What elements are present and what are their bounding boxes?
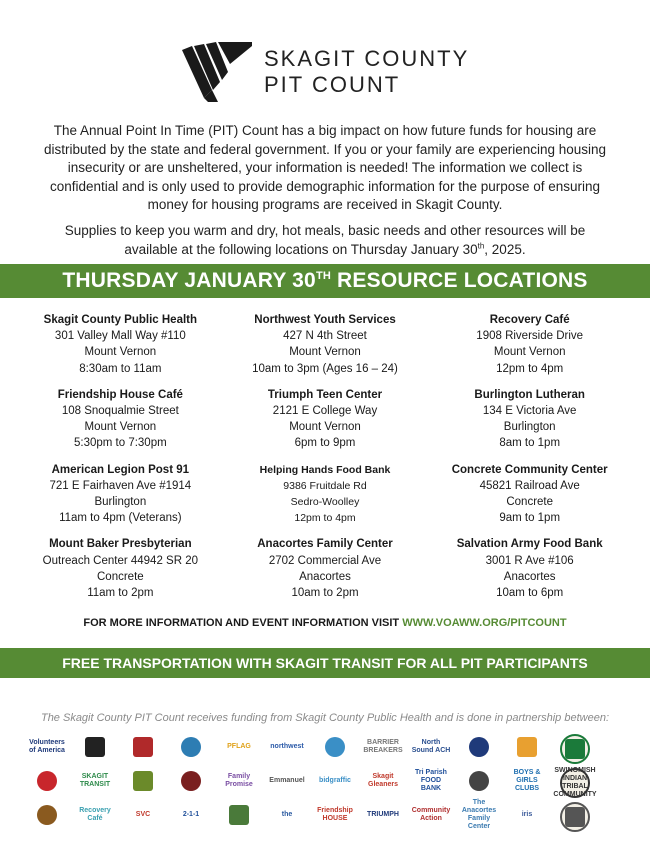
locations-column-1 (18, 312, 223, 611)
partner-logo: PFLAG (227, 743, 251, 750)
location-entry (223, 462, 428, 527)
location-name: Concrete Community Center (451, 463, 608, 476)
partner-logo: Community Action (411, 807, 451, 822)
location-detail: Mount Vernon (84, 421, 157, 434)
partner-logo-mark (133, 771, 153, 791)
partner-logo-mark (133, 737, 153, 757)
partner-logo (170, 768, 212, 794)
partner-logos (26, 734, 630, 834)
more-info-line (0, 617, 650, 629)
partner-logo (458, 768, 500, 794)
partner-logo: SWINOMISH INDIAN TRIBAL COMMUNITY (553, 767, 597, 798)
location-detail: Mount Vernon (84, 346, 157, 359)
location-name: Northwest Youth Services (254, 314, 396, 326)
supplies-paragraph (40, 222, 610, 259)
partner-logo: the (281, 811, 293, 818)
partner-logo: North Sound ACH (411, 739, 451, 754)
more-info-text: FOR MORE INFORMATION AND EVENT INFORMATION VISIT (83, 617, 403, 629)
location-entry (427, 387, 632, 452)
partner-logo: 2-1-1 (182, 811, 200, 818)
location-name: Anacortes Family Center (257, 538, 393, 551)
partner-logo (560, 734, 590, 764)
partner-logo-mark (181, 737, 201, 757)
partner-logo-mark (181, 771, 201, 791)
location-detail: 45821 Railroad Ave (479, 479, 580, 492)
location-entry (427, 312, 632, 377)
location-detail: 427 N 4th Street (283, 330, 367, 343)
partner-logo: SVC (135, 811, 151, 818)
location-entry (18, 536, 223, 601)
partner-logo: Tri Parish FOOD BANK (415, 769, 447, 792)
location-detail: 721 E Fairhaven Ave #1914 (49, 479, 192, 492)
location-name: Helping Hands Food Bank (259, 463, 391, 476)
location-name: Triumph Teen Center (267, 388, 383, 401)
partner-logo: Emmanuel (269, 777, 305, 784)
partner-logo: TRIUMPH (367, 811, 399, 818)
location-detail: 1908 Riverside Drive (476, 330, 584, 343)
partner-logo-mark (565, 739, 585, 759)
partner-logo-mark (229, 805, 249, 825)
location-detail: Concrete (506, 496, 554, 509)
skagit-stripes-logo-icon (182, 42, 252, 102)
partner-logo: northwest (270, 743, 304, 750)
location-detail: 9am to 1pm (499, 512, 561, 525)
location-entry (223, 536, 428, 601)
partner-logo: BARRIER BREAKERS (363, 739, 403, 754)
location-detail: 11am to 4pm (Veterans) (59, 512, 182, 525)
partner-logo (122, 734, 164, 760)
location-name: Recovery Café (489, 314, 570, 326)
location-detail: 10am to 3pm (Ages 16 – 24) (252, 362, 398, 375)
partner-logo: SKAGIT TRANSIT (79, 773, 111, 788)
partner-logo-mark (565, 807, 585, 827)
location-detail: 2121 E College Way (272, 405, 378, 418)
funding-statement: The Skagit County PIT Count receives funding from Skagit County Public Health and is done in partnership between: (40, 712, 610, 724)
partner-logo: BOYS & GIRLS CLUBS (513, 769, 541, 792)
partner-logo: Family Promise (225, 773, 253, 788)
banner-text-end: RESOURCE LOCATIONS (331, 269, 588, 292)
partner-logo (74, 734, 116, 760)
partner-logo (26, 802, 68, 828)
location-detail: Burlington (94, 496, 147, 509)
transportation-banner: FREE TRANSPORTATION WITH SKAGIT TRANSIT FOR ALL PIT PARTICIPANTS (0, 648, 650, 678)
location-detail: 134 E Victoria Ave (482, 405, 577, 418)
resource-locations-banner (0, 264, 650, 298)
location-detail: Mount Vernon (289, 346, 361, 359)
partner-logo (122, 768, 164, 794)
location-detail: Anacortes (299, 570, 351, 583)
header (0, 40, 650, 104)
partner-logo: Volunteers of America (29, 739, 65, 754)
intro-paragraph: The Annual Point In Time (PIT) Count has a big impact on how future funds for housing are distributed by the state and federal government. If you or your family are experiencing housing insecurity or are unsheltered, your information is needed! The information we collect is confidential and is only used to provide demographic information for the purpose of ensuring money for housing programs are received in Skagit County. (43, 123, 607, 213)
supplies-sup: th (477, 241, 485, 251)
partner-logo-mark (469, 771, 489, 791)
partner-logo: bidgraffic (319, 777, 351, 784)
pitcount-link[interactable]: WWW.VOAWW.ORG/PITCOUNT (402, 617, 567, 629)
partner-logo-mark (517, 737, 537, 757)
location-name: Salvation Army Food Bank (456, 538, 603, 551)
location-entry (18, 462, 223, 527)
partner-logo: Skagit Gleaners (368, 773, 398, 788)
supplies-text: Supplies to keep you warm and dry, hot meals, basic needs and other resources will be available at the following locations on Thursday January 30 (64, 223, 586, 257)
location-entry (18, 312, 223, 377)
location-detail: Burlington (503, 421, 556, 434)
partner-logo (506, 734, 548, 760)
banner-text: THURSDAY JANUARY 30 (62, 269, 316, 292)
partner-logo (170, 734, 212, 760)
location-entry (18, 387, 223, 452)
location-detail: Mount Vernon (493, 346, 566, 359)
location-detail: 3001 R Ave #106 (485, 554, 574, 567)
location-entry (223, 312, 428, 377)
logo-line-1: SKAGIT COUNTY (264, 46, 470, 71)
partner-logo: iris (521, 811, 533, 818)
partner-logo: Recovery Café (79, 807, 111, 822)
location-detail: 108 Snoqualmie Street (61, 405, 179, 418)
locations-column-2 (223, 312, 428, 611)
location-detail: 8:30am to 11am (79, 362, 162, 375)
location-entry (427, 462, 632, 527)
location-detail: Mount Vernon (289, 421, 361, 434)
location-name: Skagit County Public Health (43, 314, 198, 326)
supplies-text-end: , 2025. (484, 241, 526, 257)
location-detail: 6pm to 9pm (294, 437, 356, 450)
location-name: Burlington Lutheran (474, 388, 585, 401)
partner-logo: Friendship HOUSE (317, 807, 353, 822)
location-detail: 2702 Commercial Ave (268, 554, 382, 567)
location-detail: 11am to 2pm (87, 587, 154, 600)
location-detail: 8am to 1pm (499, 437, 561, 450)
logo-line-2: PIT COUNT (264, 72, 401, 97)
partner-logo (26, 768, 68, 794)
location-detail: 5:30pm to 7:30pm (73, 437, 167, 450)
location-name: Friendship House Café (57, 388, 183, 401)
partner-logo (560, 802, 590, 832)
partner-logo-mark (37, 805, 57, 825)
location-detail: 301 Valley Mall Way #110 (54, 330, 186, 343)
partner-logo-mark (37, 771, 57, 791)
location-entry (223, 387, 428, 452)
partner-logo (218, 802, 260, 828)
location-detail: 9386 Fruitdale Rd (283, 479, 367, 492)
banner-sup: TH (315, 270, 332, 282)
partner-logo-mark (469, 737, 489, 757)
locations-column-3 (427, 312, 632, 611)
partner-logo-mark (85, 737, 105, 757)
location-detail: Anacortes (503, 570, 556, 583)
location-detail: 12pm to 4pm (496, 362, 564, 375)
partner-logo: The Anacortes Family Center (461, 799, 497, 830)
partner-logo (458, 734, 500, 760)
logo-text (264, 46, 469, 98)
location-detail: Outreach Center 44942 SR 20 (42, 554, 199, 567)
partner-logo (314, 734, 356, 760)
location-detail: 10am to 6pm (496, 587, 564, 600)
location-detail: 12pm to 4pm (294, 512, 356, 525)
locations-grid (18, 312, 632, 611)
partner-logo-mark (325, 737, 345, 757)
location-detail: Sedro-Woolley (290, 496, 360, 509)
location-name: American Legion Post 91 (51, 463, 190, 476)
location-entry (427, 536, 632, 601)
location-detail: 10am to 2pm (291, 587, 359, 600)
location-detail: Concrete (97, 570, 144, 583)
location-name: Mount Baker Presbyterian (49, 538, 192, 551)
